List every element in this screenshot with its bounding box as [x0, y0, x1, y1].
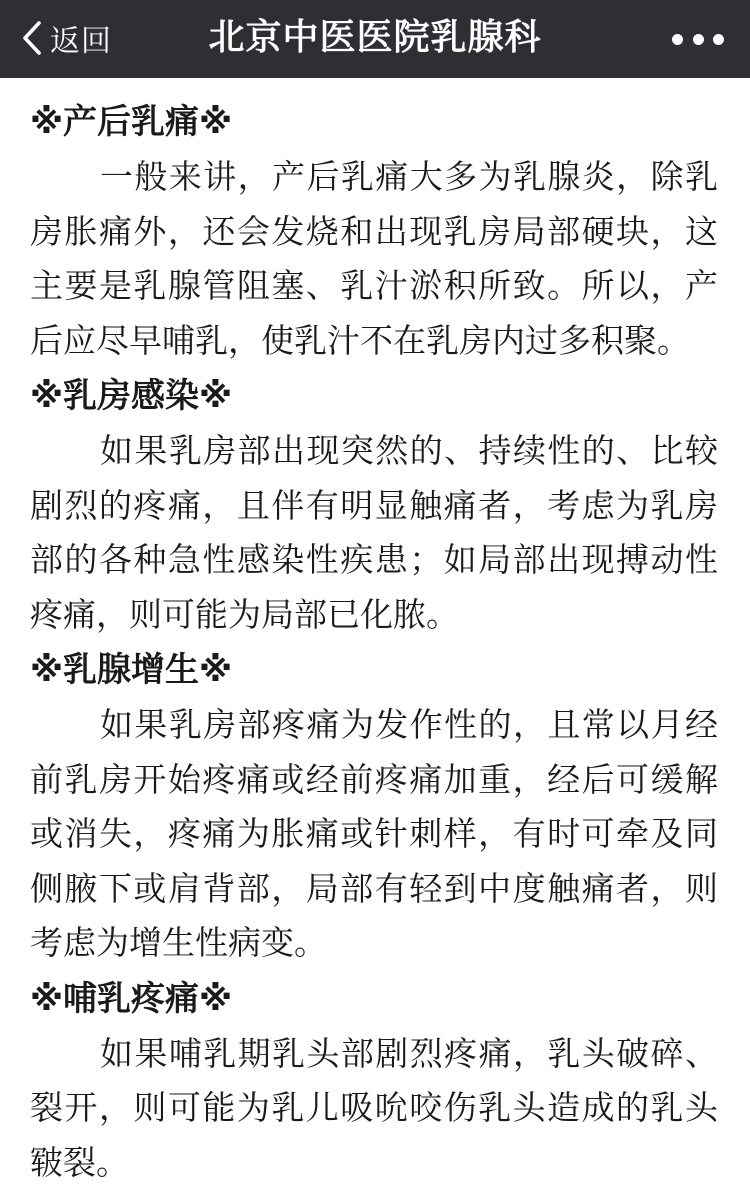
chevron-left-icon [20, 20, 44, 56]
more-dot-icon [693, 34, 704, 45]
section-postpartum-pain [30, 94, 718, 368]
more-dot-icon [672, 34, 683, 45]
more-button[interactable] [672, 22, 724, 56]
section-breast-infection [30, 368, 718, 642]
nav-bar [0, 0, 750, 78]
section-body: 一般来讲，产后乳痛大多为乳腺炎，除乳房胀痛外，还会发烧和出现乳房局部硬块，这主要是乳腺管阻塞、乳汁淤积所致。所以，产后应尽早哺乳，使乳汁不在乳房内过多积聚。 [30, 150, 718, 368]
back-button[interactable] [20, 14, 112, 62]
back-label: 返回 [50, 16, 112, 60]
article-content [30, 94, 718, 1190]
section-heading: ※产后乳痛※ [30, 94, 718, 150]
section-body: 如果哺乳期乳头部剧烈疼痛，乳头破碎、裂开，则可能为乳儿吸吮咬伤乳头造成的乳头皲裂。 [30, 1027, 718, 1190]
section-heading: ※乳腺增生※ [30, 642, 718, 698]
section-body: 如果乳房部出现突然的、持续性的、比较剧烈的疼痛，且伴有明显触痛者，考虑为乳房部的各种急性感染性疾患；如局部出现搏动性疼痛，则可能为局部已化脓。 [30, 424, 718, 642]
section-heading: ※乳房感染※ [30, 368, 718, 424]
section-nursing-pain [30, 971, 718, 1190]
more-dot-icon [713, 34, 724, 45]
section-body: 如果乳房部疼痛为发作性的，且常以月经前乳房开始疼痛或经前疼痛加重，经后可缓解或消失，疼痛为胀痛或针刺样，有时可牵及同侧腋下或肩背部，局部有轻到中度触痛者，则考虑为增生性病变。 [30, 698, 718, 971]
section-breast-hyperplasia [30, 642, 718, 971]
page-title: 北京中医医院乳腺科 [150, 0, 600, 78]
section-heading: ※哺乳疼痛※ [30, 971, 718, 1027]
